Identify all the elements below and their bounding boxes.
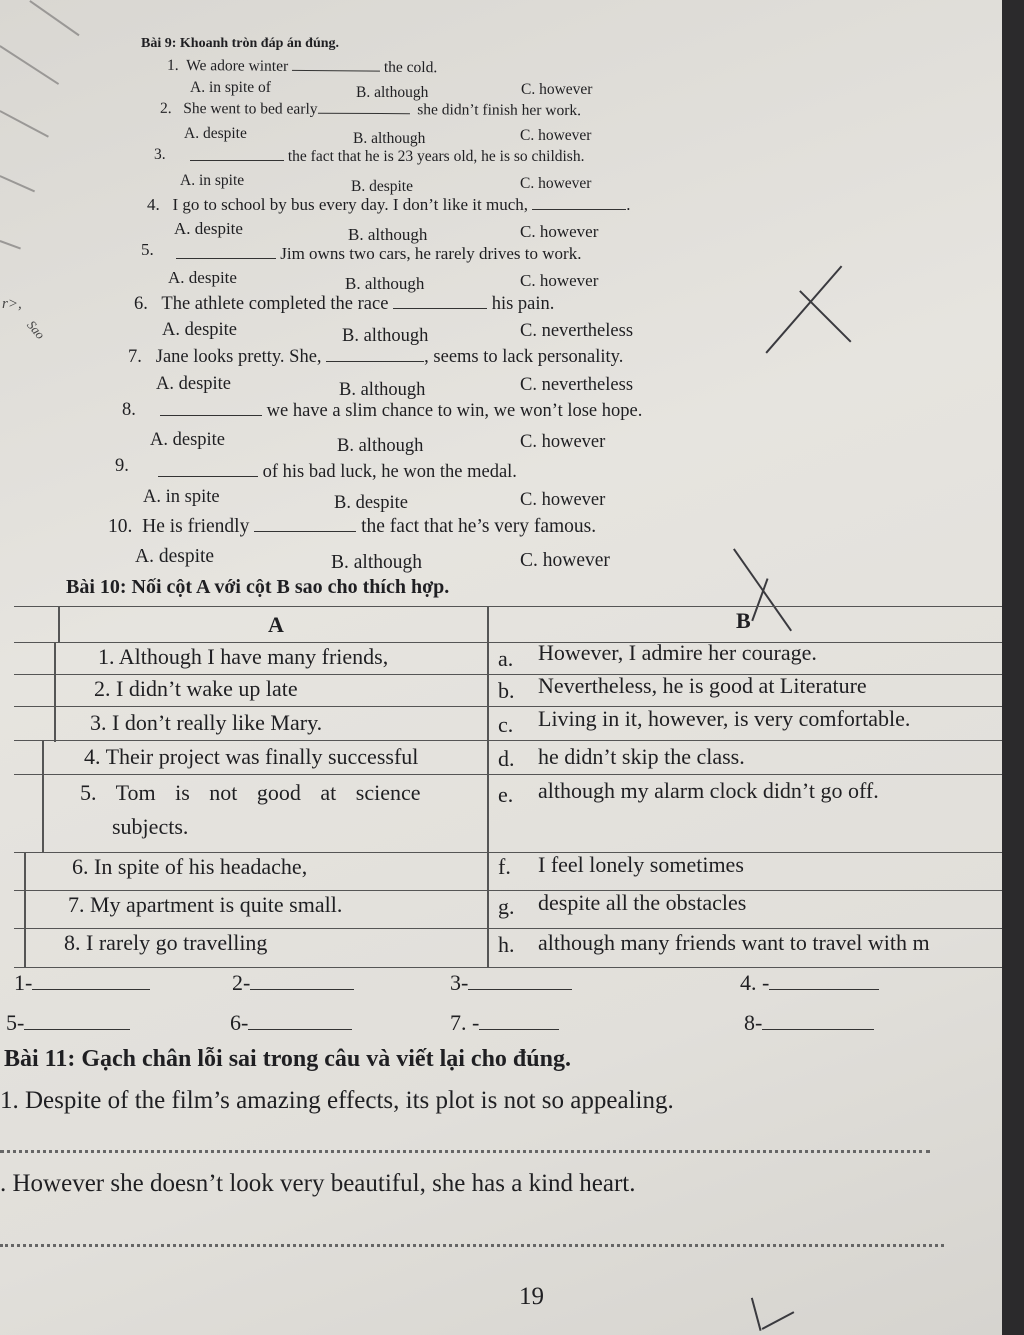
question-number: 8. (122, 400, 136, 420)
column-a-item[interactable]: 4. Their project was finally successful (84, 744, 419, 769)
answer-blank[interactable] (393, 308, 487, 309)
column-b-item[interactable]: Nevertheless, he is good at Literature (538, 673, 867, 698)
answer-label: 7. - (450, 1010, 480, 1035)
answer-blank[interactable] (160, 415, 262, 416)
exercise-11-title: Bài 11: Gạch chân lỗi sai trong câu và viết lại cho đúng. (4, 1046, 571, 1072)
question-6 (134, 294, 554, 315)
option-b[interactable]: B. although (339, 380, 426, 400)
question-text: The athlete completed the race (161, 294, 389, 314)
answer-label: 2- (232, 970, 251, 995)
option-b[interactable]: B. although (356, 84, 429, 101)
answer-blank[interactable] (318, 113, 410, 114)
option-b[interactable]: B. despite (334, 493, 408, 513)
table-border-left (54, 642, 56, 742)
table-header-row (14, 606, 1002, 643)
answer-dotted-line[interactable] (0, 1150, 930, 1153)
option-b[interactable]: B. although (331, 552, 422, 573)
edge-line (0, 175, 35, 192)
option-c[interactable]: C. however (520, 175, 592, 192)
column-b-item[interactable]: despite all the obstacles (538, 890, 747, 915)
answer-blank[interactable] (248, 1029, 352, 1030)
question-2 (160, 100, 581, 120)
option-a[interactable]: A. in spite (143, 487, 220, 507)
question-text: We adore winter (186, 56, 289, 75)
answer-blank[interactable] (762, 1029, 874, 1030)
edge-line (0, 240, 21, 249)
column-a-item[interactable]: 2. I didn’t wake up late (94, 676, 298, 701)
option-a[interactable]: A. despite (168, 268, 237, 287)
option-c[interactable]: C. however (520, 271, 599, 290)
question-number: 2. (159, 99, 172, 117)
column-b-letter: e. (498, 782, 514, 807)
question-text: . (626, 195, 631, 214)
pen-cross-mark (765, 265, 842, 353)
answer-label: 8- (744, 1010, 763, 1035)
column-b-letter: h. (498, 932, 515, 957)
question-4 (147, 195, 631, 215)
option-b[interactable]: B. although (348, 225, 428, 244)
option-a[interactable]: A. in spite of (190, 79, 271, 96)
option-c[interactable]: C. however (520, 550, 610, 571)
pen-cross-mark (799, 290, 851, 342)
option-c[interactable]: C. however (521, 81, 593, 98)
answer-label: 6- (230, 1010, 249, 1035)
question-text: the fact that he’s very famous. (361, 516, 597, 537)
answer-slot-2[interactable] (232, 970, 354, 996)
question-8 (160, 401, 642, 422)
question-number: 7. (128, 347, 142, 367)
question-number: 5. (141, 240, 154, 259)
question-text: she didn’t finish her work. (417, 101, 582, 120)
answer-blank[interactable] (468, 989, 572, 990)
column-a-item[interactable]: 3. I don’t really like Mary. (90, 710, 323, 735)
answer-dotted-line[interactable] (0, 1244, 944, 1247)
answer-label: 3- (450, 970, 469, 995)
option-c[interactable]: C. however (520, 222, 599, 241)
question-text: the cold. (383, 58, 438, 77)
exercise-9-title: Bài 9: Khoanh tròn đáp án đúng. (141, 36, 340, 51)
column-a-item[interactable]: 1. Although I have many friends, (98, 644, 389, 669)
column-a-item[interactable]: 7. My apartment is quite small. (68, 892, 343, 917)
question-3 (190, 148, 584, 166)
column-b-item[interactable]: he didn’t skip the class. (538, 744, 745, 769)
table-border-left (24, 852, 26, 968)
question-5 (176, 244, 581, 264)
question-number: 10. (108, 516, 133, 537)
option-a[interactable]: A. despite (174, 219, 243, 238)
answer-slot-6[interactable] (230, 1010, 352, 1036)
column-b-letter: c. (498, 712, 514, 737)
question-text: we have a slim chance to win, we won’t lose hope. (266, 401, 643, 421)
answer-blank[interactable] (190, 160, 284, 161)
option-a[interactable]: A. despite (156, 374, 232, 394)
answer-slot-3[interactable] (450, 970, 572, 996)
option-c[interactable]: C. however (520, 490, 606, 510)
answer-blank[interactable] (254, 531, 356, 532)
question-text: He is friendly (142, 516, 250, 537)
question-number: 6. (134, 294, 148, 314)
column-b-item[interactable]: although many friends want to travel with m (538, 930, 930, 955)
question-number: 9. (115, 456, 129, 476)
column-b-item[interactable]: However, I admire her courage. (538, 640, 817, 665)
answer-blank[interactable] (479, 1029, 559, 1030)
option-c[interactable]: C. however (520, 432, 606, 452)
question-text: his pain. (491, 294, 555, 314)
margin-note: r>, (2, 296, 22, 312)
option-a[interactable]: A. despite (150, 430, 226, 450)
edge-line (0, 110, 49, 137)
option-b[interactable]: B. although (337, 436, 424, 456)
answer-slot-5[interactable] (6, 1010, 130, 1036)
question-text: , seems to lack personality. (424, 347, 624, 367)
column-b-item[interactable]: I feel lonely sometimes (538, 852, 744, 877)
option-c[interactable]: C. however (520, 127, 592, 144)
table-border-left (58, 606, 60, 642)
answer-blank[interactable] (176, 258, 276, 259)
margin-note: Sao (24, 317, 49, 342)
column-a-item[interactable] (80, 780, 421, 806)
answer-slot-8[interactable] (744, 1010, 874, 1036)
column-b-letter: d. (498, 746, 515, 771)
column-b-header: B (736, 608, 751, 633)
answer-blank[interactable] (250, 989, 354, 990)
answer-label: 4. - (740, 970, 770, 995)
column-b-item[interactable]: Living in it, however, is very comfortable. (538, 706, 911, 731)
answer-blank[interactable] (24, 1029, 130, 1030)
question-text: of his bad luck, he won the medal. (262, 462, 517, 482)
pen-tick-mark (751, 1298, 761, 1331)
option-a[interactable]: A. in spite (180, 172, 245, 189)
page-number: 19 (519, 1283, 544, 1310)
answer-slot-4[interactable] (740, 970, 879, 996)
option-b[interactable]: B. despite (351, 178, 413, 195)
column-b-item[interactable]: although my alarm clock didn’t go off. (538, 778, 879, 803)
column-b-letter: g. (498, 894, 515, 919)
question-10 (108, 516, 596, 538)
option-b[interactable]: B. although (345, 274, 425, 293)
column-a-item-text: 5. Tom is not good at science (80, 780, 421, 805)
question-text: I go to school by bus every day. I don’t like it much, (172, 195, 529, 214)
question-1 (167, 57, 437, 77)
question-text: Jim owns two cars, he rarely drives to work. (280, 244, 582, 263)
question-7 (128, 347, 623, 368)
answer-blank[interactable] (532, 209, 626, 210)
pen-tick-mark (762, 1311, 795, 1329)
table-column-divider (487, 606, 489, 968)
option-b[interactable]: B. although (342, 326, 429, 346)
column-b-letter: b. (498, 678, 515, 703)
question-number: 3. (154, 146, 166, 163)
question-9 (158, 462, 517, 483)
exercise-11-sentence-2: . However she doesn’t look very beautiful, she has a kind heart. (0, 1170, 636, 1197)
question-number: 4. (147, 195, 160, 214)
option-c[interactable]: C. nevertheless (520, 321, 634, 341)
option-a[interactable]: A. despite (184, 125, 247, 142)
column-a-item[interactable]: 8. I rarely go travelling (64, 930, 268, 955)
answer-label: 5- (6, 1010, 25, 1035)
answer-label: 1- (14, 970, 33, 995)
answer-blank[interactable] (32, 989, 150, 990)
question-number: 1. (166, 56, 179, 74)
column-a-header: A (268, 612, 284, 637)
column-a-item[interactable]: 6. In spite of his headache, (72, 854, 308, 879)
option-b[interactable]: B. although (353, 130, 426, 147)
answer-blank[interactable] (769, 989, 879, 990)
option-a[interactable]: A. despite (135, 546, 215, 567)
option-a[interactable]: A. despite (162, 320, 238, 340)
option-c[interactable]: C. nevertheless (520, 375, 634, 395)
column-b-letter: a. (498, 646, 514, 671)
answer-blank[interactable] (326, 361, 424, 362)
answer-slot-1[interactable] (14, 970, 150, 996)
column-a-item-continuation: subjects. (112, 814, 189, 839)
edge-line (30, 0, 80, 36)
exercise-10-title: Bài 10: Nối cột A với cột B sao cho thích hợp. (66, 576, 450, 598)
table-border-left (42, 740, 44, 852)
question-text: the fact that he is 23 years old, he is so childish. (287, 148, 585, 165)
column-b-letter: f. (498, 854, 511, 879)
answer-slot-7[interactable] (450, 1010, 559, 1036)
answer-blank[interactable] (158, 476, 258, 477)
answer-blank[interactable] (292, 70, 380, 72)
question-text: She went to bed early (183, 100, 318, 118)
exercise-11-sentence-1: 1. Despite of the film’s amazing effects, its plot is not so appealing. (0, 1087, 674, 1114)
question-text: Jane looks pretty. She, (155, 347, 322, 367)
edge-line (0, 45, 59, 84)
